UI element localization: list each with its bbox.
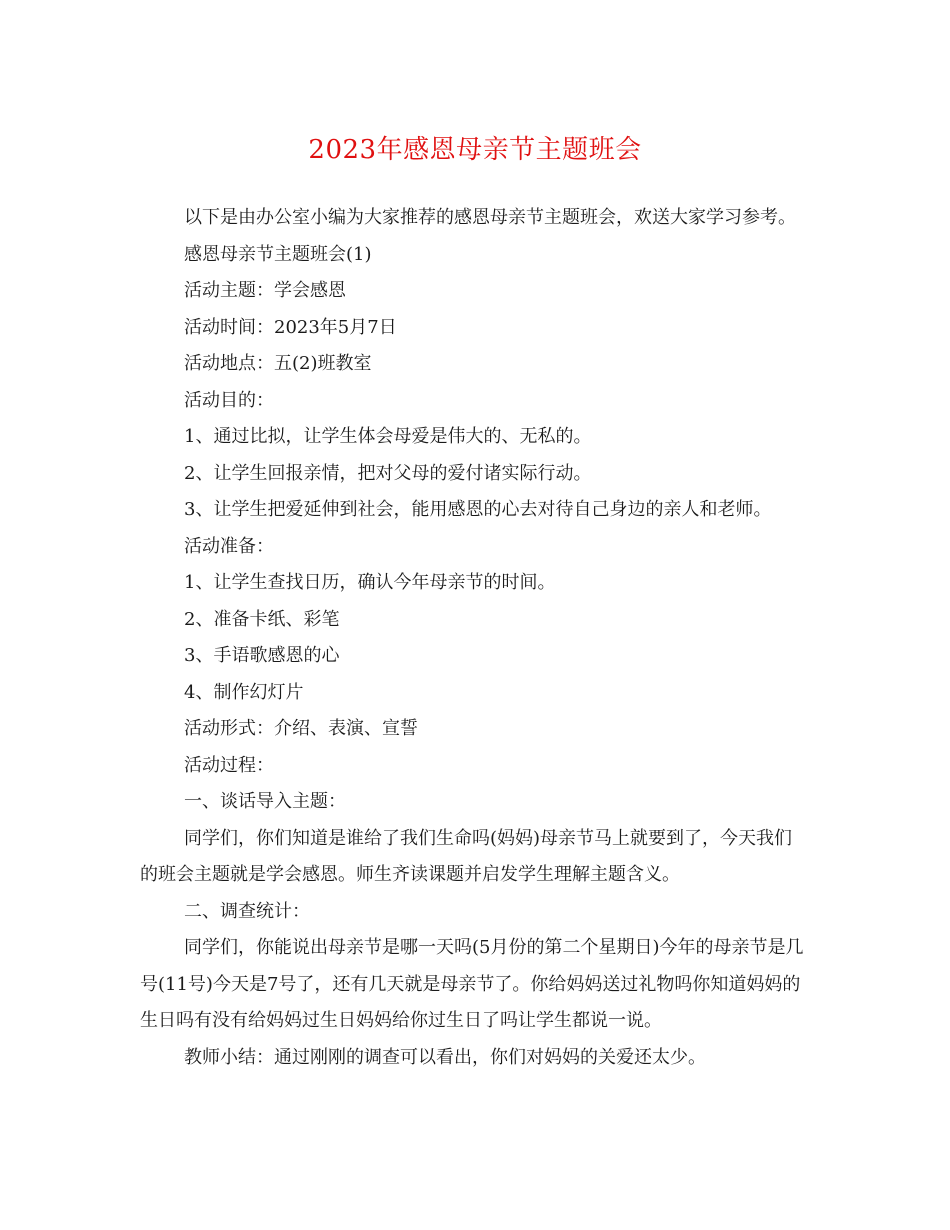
step-paragraph: 同学们，你们知道是谁给了我们生命吗(妈妈)母亲节马上就要到了，今天我们的班会主题就是学会感恩。师生齐读课题并启发学生理解主题含义。	[140, 827, 793, 885]
document-body	[140, 200, 810, 1076]
preparation-item: 3、手语歌感恩的心	[184, 645, 340, 666]
document-title: 2023年感恩母亲节主题班会	[308, 135, 642, 165]
intro-paragraph: 以下是由办公室小编为大家推荐的感恩母亲节主题班会，欢送大家学习参考。	[184, 207, 796, 228]
activity-format: 活动形式：介绍、表演、宣誓	[184, 718, 418, 739]
teacher-summary: 教师小结：通过刚刚的调查可以看出，你们对妈妈的关爱还太少。	[184, 1046, 706, 1068]
activity-goals-heading: 活动目的：	[184, 389, 274, 411]
step-heading: 二、调查统计：	[184, 900, 310, 922]
preparation-item: 2、准备卡纸、彩笔	[184, 608, 340, 630]
activity-theme: 活动主题：学会感恩	[184, 280, 346, 301]
preparation-heading: 活动准备：	[184, 535, 274, 557]
activity-location: 活动地点：五(2)班教室	[184, 353, 372, 374]
step-heading: 一、谈话导入主题：	[184, 791, 346, 812]
goal-item: 2、让学生回报亲情，把对父母的爱付诸实际行动。	[184, 462, 592, 484]
goal-item: 3、让学生把爱延伸到社会，能用感恩的心去对待自己身边的亲人和老师。	[184, 499, 772, 520]
step-paragraph: 同学们，你能说出母亲节是哪一天吗(5月份的第二个星期日)今年的母亲节是几号(11号)今天是7号了，还有几天就是母亲节了。你给妈妈送过礼物吗你知道妈妈的生日吗有没有给妈妈过生日妈妈给你过生日了吗让学生都说一说。	[140, 937, 804, 1031]
section-heading: 感恩母亲节主题班会(1)	[184, 243, 372, 265]
goal-item: 1、通过比拟，让学生体会母爱是伟大的、无私的。	[184, 426, 592, 447]
activity-process-heading: 活动过程：	[184, 754, 274, 776]
activity-time: 活动时间：2023年5月7日	[184, 316, 397, 338]
preparation-item: 1、让学生查找日历，确认今年母亲节的时间。	[184, 572, 556, 593]
preparation-item: 4、制作幻灯片	[184, 681, 304, 703]
